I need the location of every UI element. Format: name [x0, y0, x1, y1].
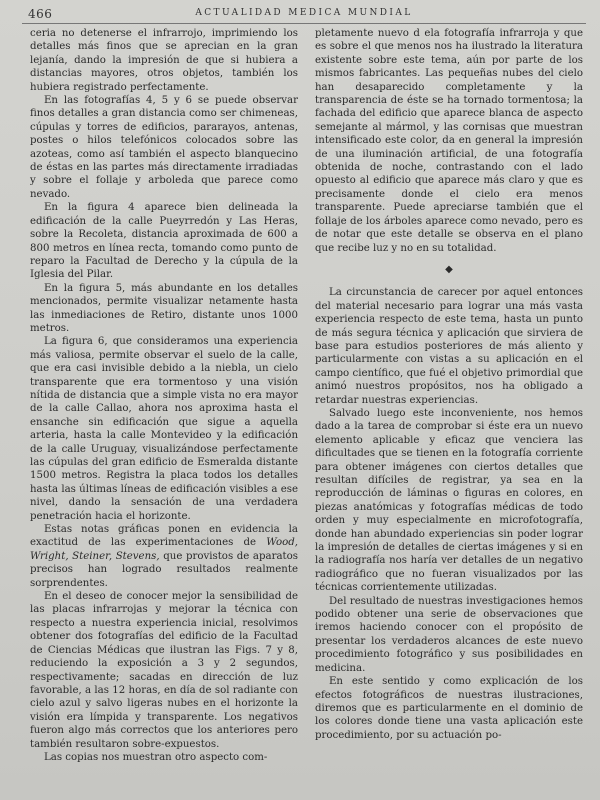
paragraph: En la figura 4 aparece bien delineada la edificación de la calle Pueyrredón y Las Heras, sobre la Recoleta, distancia aproximada de 600 a 800 metros en línea recta, tomando como punto de reparo la Facultad de Derecho y la cúpula de la Iglesia del Pilar. — [30, 202, 298, 281]
paragraph: En este sentido y como explicación de los efectos fotográficos de nuestras ilustraciones, diremos que es particularmente en el dominio de los colores donde tiene una vasta aplicación este procedimiento, por su actuación po- — [315, 676, 583, 741]
page-header — [22, 7, 586, 21]
paragraph: En el deseo de conocer mejor la sensibilidad de las placas infrarrojas y mejorar la técnica con respecto a nuestra experiencia inicial, resolvimos obtener dos fotografías del edificio de la Facultad de Ciencias Médicas que ilustran las Figs. 7 y 8, reduciendo la exposición a 3 y 2 segundos, respectivamente; sacadas en dirección de luz favorable, a las 12 horas, en día de sol radiante con cielo azul y salvo ligeras nubes en el horizonte la visión era límpida y transparente. Los negativos fueron algo más correctos que los anteriores pero también resultaron sobre-expuestos. — [30, 591, 298, 750]
paragraph-text: Estas notas gráficas ponen en evidencia la exactitud de las experimentaciones de — [30, 524, 298, 549]
author-names: Wood, Wright, Steiner, Stevens, — [30, 537, 298, 562]
running-title: ACTUALIDAD MEDICA MUNDIAL — [195, 8, 413, 18]
left-column — [30, 27, 298, 764]
paragraph — [30, 523, 298, 590]
paragraph: Las copias nos muestran otro aspecto com- — [44, 751, 268, 763]
paragraph: ceria no detenerse el infrarrojo, imprimiendo los detalles más finos que se aprecian en la gran lejanía, dando la impresión de que si hubiera a distancias mayores, otros objetos, también los hubiera registrado perfectamente. — [30, 28, 298, 93]
paragraph: Del resultado de nuestras investigaciones hemos podido obtener una serie de observaciones que iremos haciendo conocer con el propósito de presentar los verdaderos alcances de este nuevo procedimiento fotográfico y sus posibilidades en medicina. — [315, 595, 583, 674]
header-rule — [22, 23, 586, 24]
paragraph: pletamente nuevo d ela fotografía infrarroja y que es sobre el que menos nos ha ilustrado la literatura existente sobre este tema, aún por parte de los mismos fabricantes. Las pequeñas nubes del cielo han desaparecido completamente y la transparencia de éste se ha tornado tormentosa; la fachada del edificio que aparece blanca de aspecto semejante al mármol, y las cornisas que muestran intensificado este color, da en general la impresión de una iluminación artificial, de una fotografía obtenida de noche, contrastando con el lado opuesto al edificio que aparece más claro y que es precisamente donde el cielo era menos transparente. Puede apreciarse también que el follaje de los árboles aparece como nevado, pero es de notar que este detalle se observa en el plano que recibe luz y no en su totalidad. — [315, 28, 583, 254]
page-number: 466 — [28, 7, 53, 21]
paragraph: En la figura 5, más abundante en los detalles mencionados, permite visualizar netamente hasta las inmediaciones de Retiro, distante unos 1000 metros. — [30, 282, 298, 334]
paragraph: La figura 6, que consideramos una experiencia más valiosa, permite observar el suelo de la calle, que era casi invisible debido a la niebla, un cielo transparente que era tormentoso y una visión nítida de distancia que a simple vista no era mayor de la calle Callao, ahora nos aproxima hasta el ensanche sin edificación que sigue a aquella arteria, hasta la calle Montevideo y la edificación de la calle Uruguay, visualizándose perfectamente las cúpulas del gran edificio de Esmeralda distante 1500 metros. Registra la placa todos los detalles hasta las últimas líneas de edificación visibles a ese nivel, dando la sensación de una verdadera penetración hacia el horizonte. — [30, 336, 298, 522]
paragraph: La circunstancia de carecer por aquel entonces del material necesario para lograr una más vasta experiencia respecto de este tema, hasta un punto de más segura técnica y aplicación que sirviera de base para estudios posteriores de más aliento y particularmente con vistas a su aplicación en el campo científico, que fué el objetivo primordial que animó nuestros propósitos, nos ha obligado a retardar nuestras experiencias. — [315, 287, 583, 406]
right-column — [315, 27, 583, 742]
paragraph: En las fotografías 4, 5 y 6 se puede observar finos detalles a gran distancia como ser chimeneas, cúpulas y torres de edificios, pararayos, antenas, postes o hilos telefónicos colocados sobre las azoteas, como así también el aspecto blanquecino de éstas en las partes más directamente irradiadas y sobre el follaje y arboleda que parece como nevado. — [30, 95, 298, 200]
paragraph-text: que provistos de aparatos precisos han logrado resultados realmente sorprendentes. — [30, 550, 298, 589]
section-ornament: ◆ — [445, 263, 453, 275]
paragraph: Salvado luego este inconveniente, nos hemos dado a la tarea de comprobar si éste era un nuevo elemento aplicable y eficaz que venciera las dificultades que se tienen en la fotografía corriente para obtener imágenes con ciertos detalles que resultan difíciles de registrar, ya sea en la reproducción de láminas o figuras en colores, en piezas anatómicas y fotografías médicas de todo orden y muy especialmente en microfotografía, donde han abundado experiencias sin poder lograr la impresión de detalles de ciertas imágenes y si en la radiografía nos haría ver detalles de un negativo radiográfico que no fueran visualizados por las técnicas corrientemente utilizadas. — [315, 407, 583, 594]
